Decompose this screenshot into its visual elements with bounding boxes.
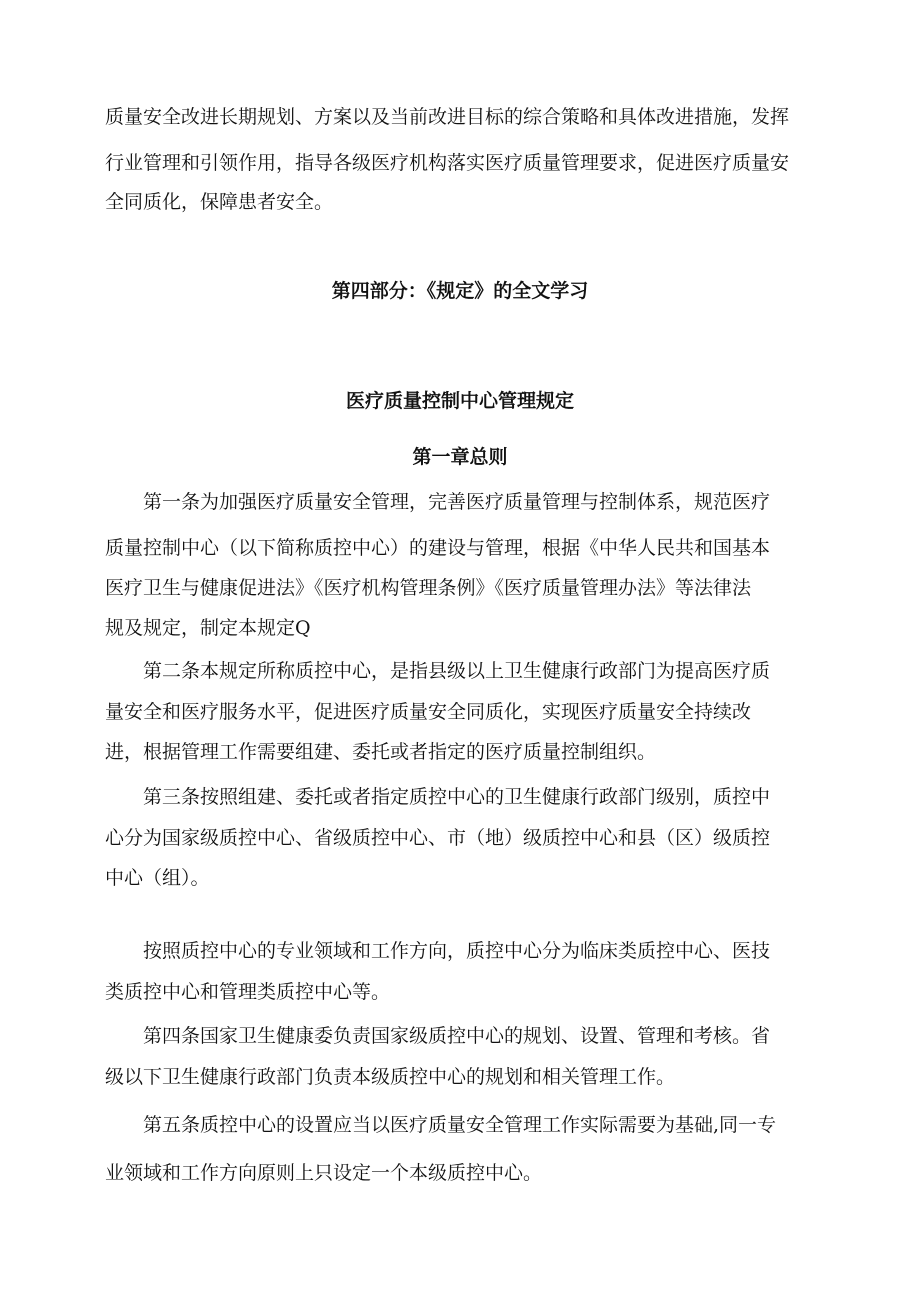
article-4-line-2: 级以下卫生健康行政部门负责本级质控中心的规划和相关管理工作。 <box>105 1066 676 1088</box>
article-1-line-2: 质量控制中心（以下简称质控中心）的建设与管理，根据《中华人民共和国基本 <box>105 537 771 559</box>
article-2-line-1: 第二条本规定所称质控中心，是指县级以上卫生健康行政部门为提高医疗质 <box>143 660 771 682</box>
intro-line-3: 全同质化，保障患者安全。 <box>105 191 334 213</box>
intro-line-2: 行业管理和引领作用，指导各级医疗机构落实医疗质量管理要求，促进医疗质量安 <box>105 152 790 174</box>
article-5-line-2: 业领域和工作方向原则上只设定一个本级质控中心。 <box>105 1162 543 1184</box>
article-1-line-3: 医疗卫生与健康促进法》《医疗机构管理条例》《医疗质量管理办法》等法律法 <box>105 577 752 599</box>
article-4-line-1: 第四条国家卫生健康委负责国家级质控中心的规划、设置、管理和考核。省 <box>143 1025 771 1047</box>
chapter-title: 第一章总则 <box>412 446 508 468</box>
document-title: 医疗质量控制中心管理规定 <box>345 390 574 412</box>
intro-line-1: 质量安全改进长期规划、方案以及当前改进目标的综合策略和具体改进措施，发挥 <box>105 106 790 128</box>
article-3-line-3: 中心（组）。 <box>105 867 210 889</box>
article-3-line-2: 心分为国家级质控中心、省级质控中心、市（地）级质控中心和县（区）级质控 <box>105 827 771 849</box>
article-3b-line-2: 类质控中心和管理类质控中心等。 <box>105 981 391 1003</box>
part-heading: 第四部分：《规定》的全文学习 <box>331 280 589 302</box>
article-2-line-3: 进，根据管理工作需要组建、委托或者指定的医疗质量控制组织。 <box>105 741 657 763</box>
article-3-line-1: 第三条按照组建、委托或者指定质控中心的卫生健康行政部门级别，质控中 <box>143 786 771 808</box>
article-5-line-1: 第五条质控中心的设置应当以医疗质量安全管理工作实际需要为基础,同一专 <box>143 1114 777 1136</box>
article-1-line-4: 规及规定，制定本规定Q <box>105 617 311 639</box>
article-1-line-1: 第一条为加强医疗质量安全管理，完善医疗质量管理与控制体系，规范医疗 <box>143 491 771 513</box>
article-3b-line-1: 按照质控中心的专业领域和工作方向，质控中心分为临床类质控中心、医技 <box>143 940 771 962</box>
article-2-line-2: 量安全和医疗服务水平，促进医疗质量安全同质化，实现医疗质量安全持续改 <box>105 701 752 723</box>
